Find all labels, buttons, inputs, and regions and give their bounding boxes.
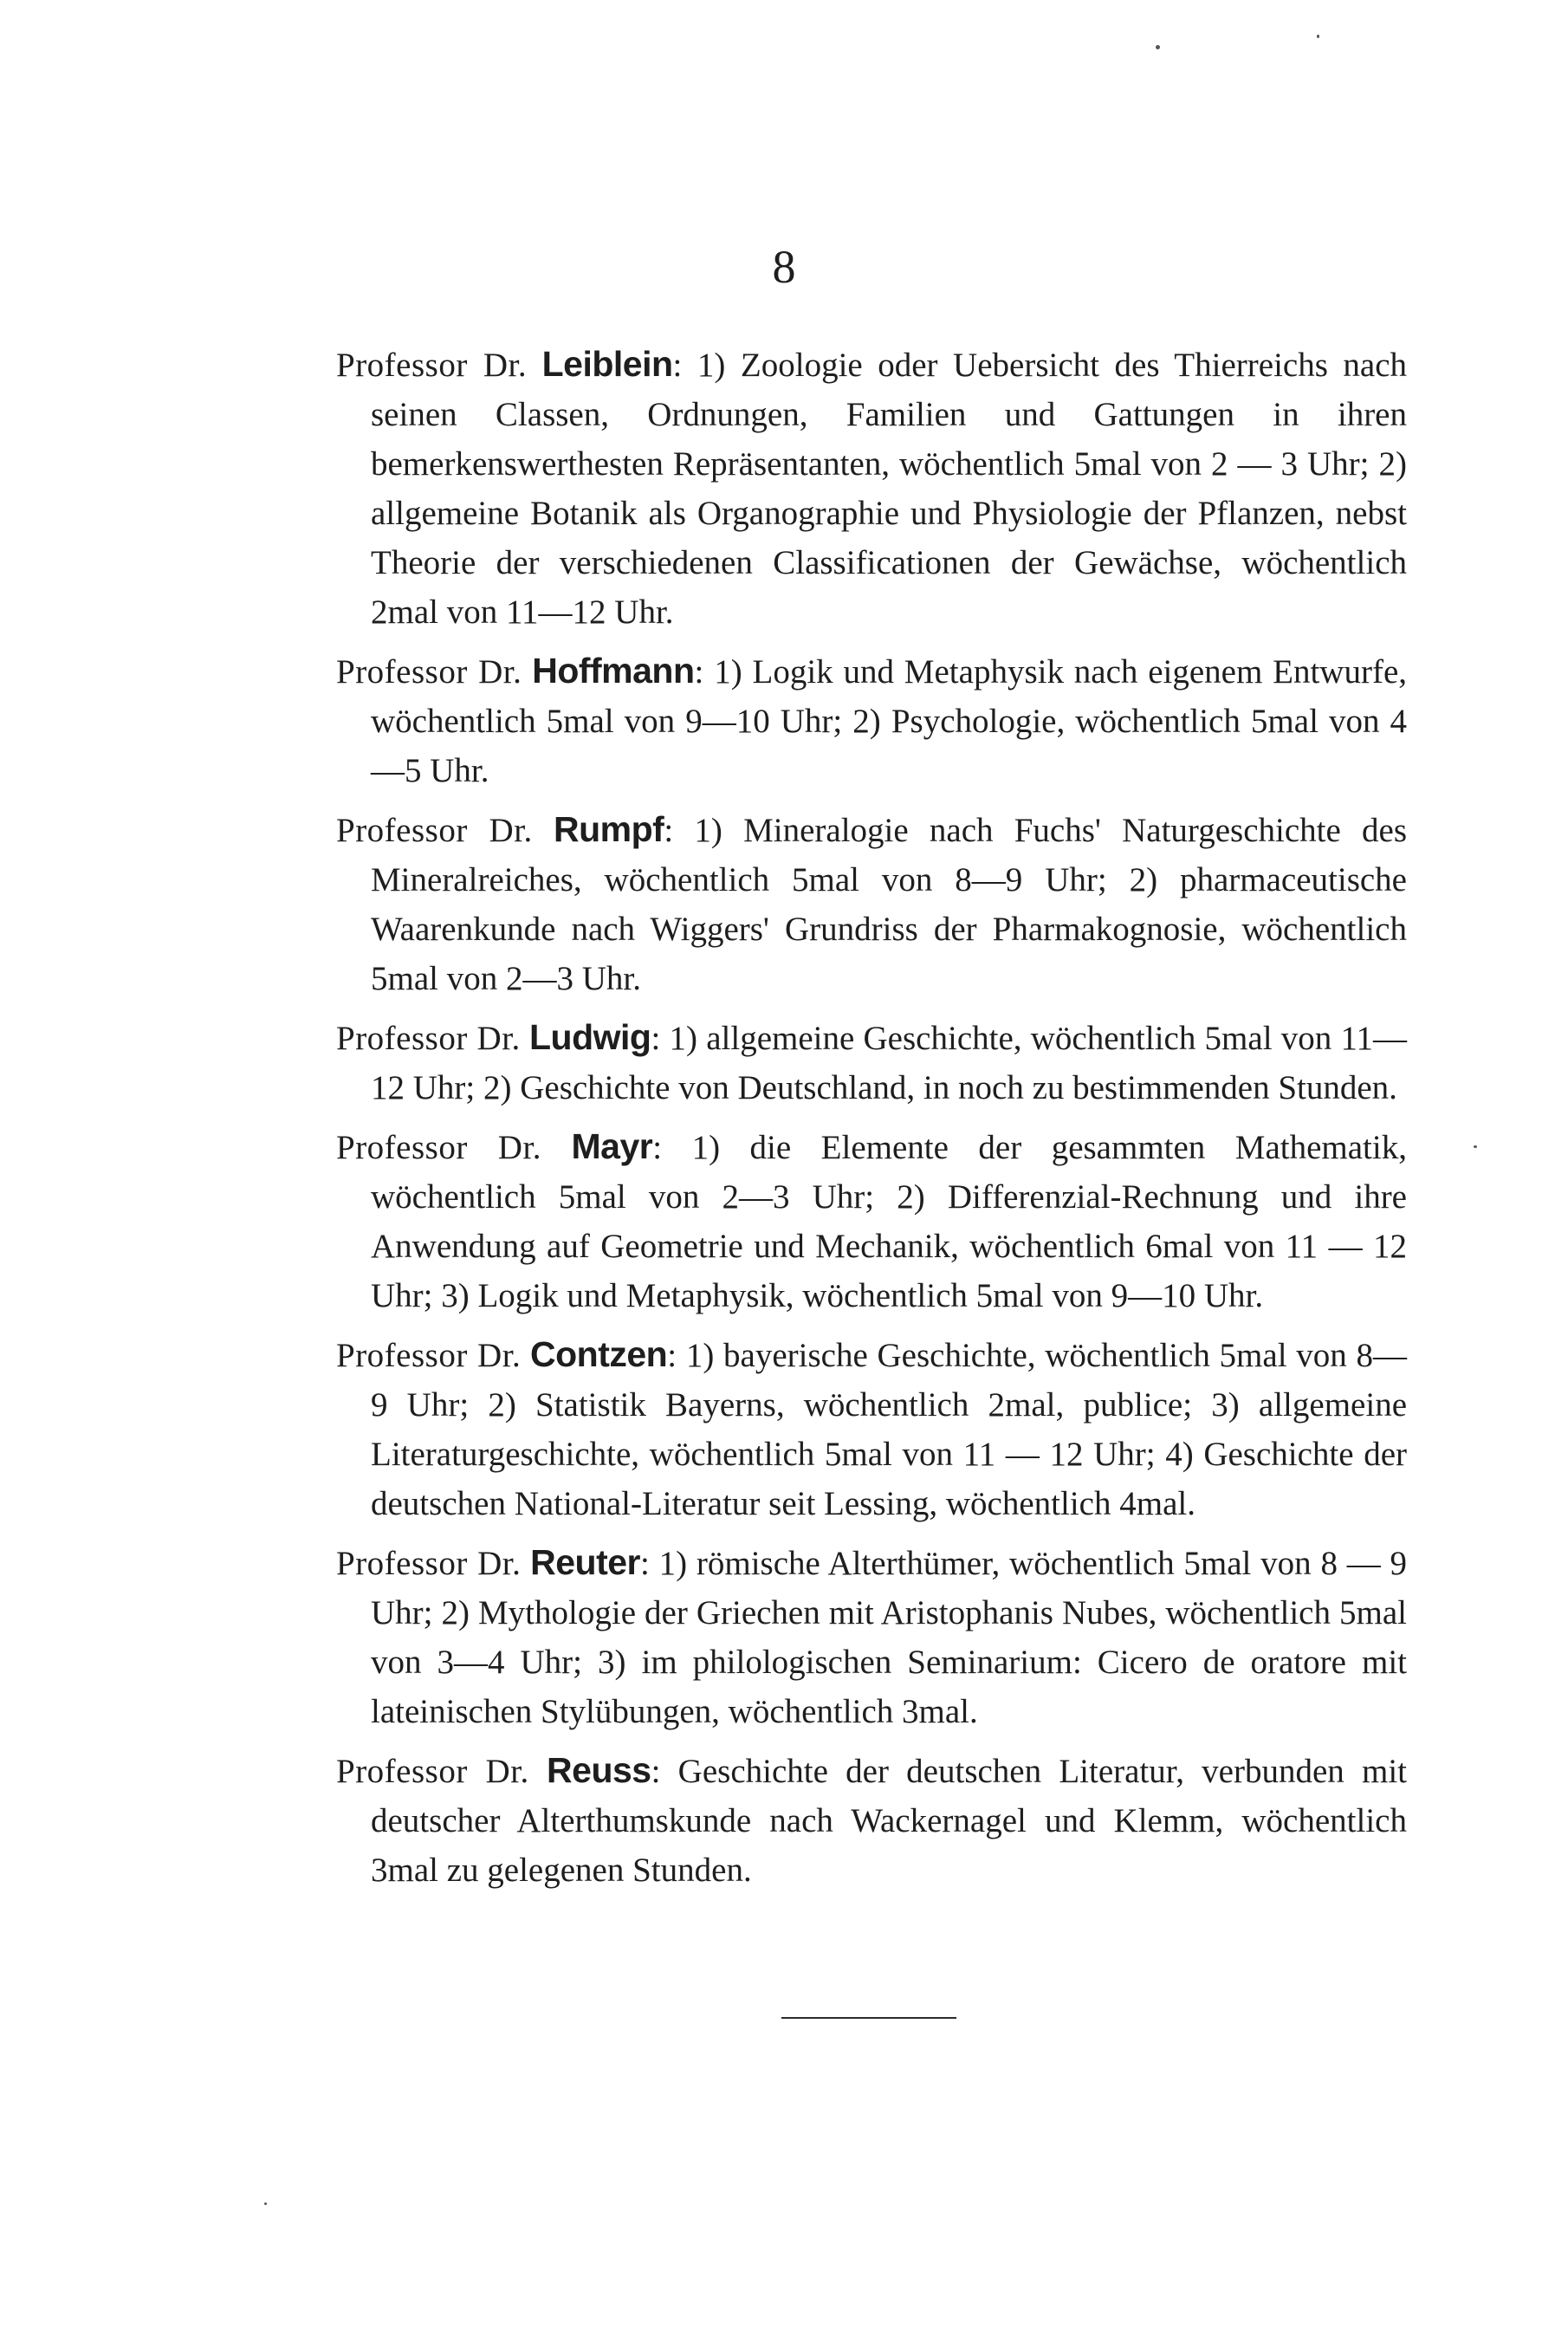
- entry-text: 1) allgemeine Geschichte, wöchentlich 5mal von 11—12 Uhr; 2) Geschichte von Deutschland, in noch zu bestimmenden Stunden.: [371, 1020, 1407, 1106]
- professor-name: Leiblein: [541, 344, 673, 384]
- entry-lead: Professor Dr.: [336, 1020, 521, 1057]
- entry-text: 1) Zoologie oder Uebersicht des Thierreichs nach seinen Classen, Ordnungen, Familien und Gattungen in ihren bemerkenswerthesten Repräsentanten, wöchentlich 5mal von 2 — 3 Uhr; 2) allgemeine Botanik als Organographie und Physiologie der Pflanzen, nebst Theorie der verschiedenen Classificationen der Gewächse, wöchentlich 2mal von 11—12 Uhr.: [371, 347, 1408, 631]
- lecture-entry: [336, 1330, 1407, 1528]
- professor-name: Mayr: [571, 1126, 653, 1166]
- entry-separator: :: [664, 812, 674, 849]
- entry-separator: :: [694, 653, 704, 691]
- entry-separator: :: [672, 347, 683, 384]
- entry-lead: Professor Dr.: [336, 347, 528, 384]
- professor-name: Reuter: [530, 1542, 640, 1582]
- lecture-entry: [336, 805, 1407, 1003]
- entry-separator: :: [651, 1020, 661, 1057]
- entry-text: 1) die Elemente der gesammten Mathematik, wöchentlich 5mal von 2—3 Uhr; 2) Differenzial-Rechnung und ihre Anwendung auf Geometrie und Mechanik, wöchentlich 6mal von 11 — 12 Uhr; 3) Logik und Metaphysik, wöchentlich 5mal von 9—10 Uhr.: [371, 1129, 1407, 1314]
- professor-name: Contzen: [530, 1334, 668, 1374]
- entry-text: 1) römische Alterthümer, wöchentlich 5mal von 8 — 9 Uhr; 2) Mythologie der Griechen mit Aristophanis Nubes, wöchentlich 5mal von 3—4 Uhr; 3) im philologischen Seminarium: Cicero de oratore mit lateinischen Stylübungen, wöchentlich 3mal.: [371, 1545, 1407, 1730]
- page-number: 8: [772, 241, 796, 293]
- entry-text: 1) Logik und Metaphysik nach eigenem Entwurfe, wöchentlich 5mal von 9—10 Uhr; 2) Psychologie, wöchentlich 5mal von 4—5 Uhr.: [371, 653, 1407, 789]
- entry-separator: :: [651, 1753, 661, 1790]
- entry-lead: Professor Dr.: [336, 1337, 522, 1374]
- entry-separator: :: [652, 1129, 663, 1166]
- entry-lead: Professor Dr.: [336, 1129, 542, 1166]
- professor-name: Rumpf: [554, 809, 664, 849]
- entry-lead: Professor Dr.: [336, 1545, 522, 1582]
- lecture-entry: [336, 1538, 1407, 1736]
- entry-text: Geschichte der deutschen Literatur, verbunden mit deutscher Alterthumskunde nach Wackernagel und Klemm, wöchentlich 3mal zu gelegenen Stunden.: [371, 1753, 1408, 1889]
- entry-text: 1) Mineralogie nach Fuchs' Naturgeschichte des Mineralreiches, wöchentlich 5mal von 8—9 Uhr; 2) pharmaceutische Waarenkunde nach Wiggers' Grundriss der Pharmakognosie, wöchentlich 5mal von 2—3 Uhr.: [371, 812, 1408, 997]
- professor-name: Reuss: [547, 1750, 651, 1790]
- entry-lead: Professor Dr.: [336, 653, 522, 691]
- scan-speck: [1156, 45, 1160, 49]
- professor-name: Hoffmann: [532, 651, 695, 691]
- lecture-entry: [336, 1746, 1407, 1895]
- lecture-entry: [336, 1122, 1407, 1320]
- entry-separator: :: [667, 1337, 677, 1374]
- scan-speck: [1317, 35, 1319, 38]
- entry-lead: Professor Dr.: [336, 1753, 529, 1790]
- entry-text: 1) bayerische Geschichte, wöchentlich 5mal von 8—9 Uhr; 2) Statistik Bayerns, wöchentlich 2mal, publice; 3) allgemeine Literaturgeschichte, wöchentlich 5mal von 11 — 12 Uhr; 4) Geschichte der deutschen National-Literatur seit Lessing, wöchentlich 4mal.: [371, 1337, 1407, 1522]
- entry-separator: :: [640, 1545, 650, 1582]
- closing-rule: [781, 2017, 956, 2019]
- lecture-entry: [336, 340, 1407, 637]
- lecture-entry: [336, 646, 1407, 795]
- lecture-list: [336, 340, 1407, 1904]
- entry-lead: Professor Dr.: [336, 812, 533, 849]
- scan-speck: [1474, 1145, 1477, 1148]
- scan-speck: [264, 2202, 267, 2205]
- lecture-entry: [336, 1013, 1407, 1112]
- professor-name: Ludwig: [529, 1017, 651, 1057]
